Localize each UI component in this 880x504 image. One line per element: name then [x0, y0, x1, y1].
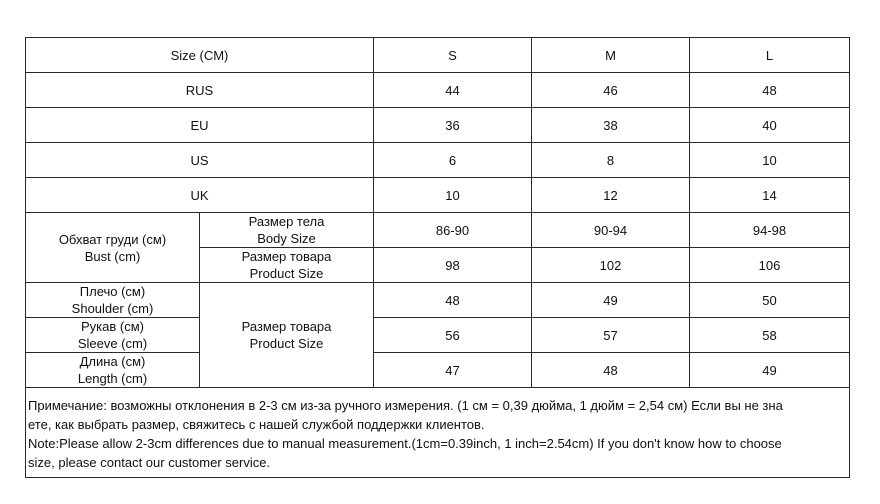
- sub-label-product-size-group: [200, 283, 374, 388]
- table-cell: 50: [690, 283, 850, 318]
- sub-label-product-size: [200, 248, 374, 283]
- row-label-rus: RUS: [26, 73, 374, 108]
- table-cell: 94-98: [690, 213, 850, 248]
- table-cell: 98: [374, 248, 532, 283]
- row-label-us: US: [26, 143, 374, 178]
- row-label-uk: UK: [26, 178, 374, 213]
- table-cell: 48: [690, 73, 850, 108]
- bust-label-ru: Обхват груди (см): [58, 231, 167, 247]
- table-cell: 38: [532, 108, 690, 143]
- table-cell: 48: [532, 353, 690, 388]
- row-label-length: [26, 353, 200, 388]
- shoulder-label-ru: Плечо (см): [79, 284, 146, 299]
- table-cell: 47: [374, 353, 532, 388]
- table-row-sleeve: [26, 318, 850, 353]
- table-cell: 44: [374, 73, 532, 108]
- length-label-ru: Длина (см): [79, 354, 146, 369]
- size-chart-table: [25, 37, 850, 478]
- table-cell: 58: [690, 318, 850, 353]
- table-cell: 12: [532, 178, 690, 213]
- table-header-row: [26, 38, 850, 73]
- sleeve-label-ru: Рукав (см): [81, 319, 144, 334]
- table-cell: 10: [690, 143, 850, 178]
- body-size-label-ru: Размер тела: [248, 214, 325, 229]
- table-cell: 49: [532, 283, 690, 318]
- table-row-shoulder: [26, 283, 850, 318]
- table-cell: 56: [374, 318, 532, 353]
- row-label-shoulder: [26, 283, 200, 318]
- table-cell: 40: [690, 108, 850, 143]
- table-cell: 14: [690, 178, 850, 213]
- note-row: [26, 388, 850, 478]
- length-label-en: Length (cm): [77, 371, 148, 386]
- table-cell: 102: [532, 248, 690, 283]
- product-size-label-en: Product Size: [249, 266, 324, 281]
- measurement-note: [26, 388, 850, 478]
- table-cell: 36: [374, 108, 532, 143]
- table-row-eu: [26, 108, 850, 143]
- size-header-l: L: [690, 38, 850, 73]
- table-row-length: [26, 353, 850, 388]
- table-cell: 49: [690, 353, 850, 388]
- product-group-label-ru: Размер товара: [241, 319, 332, 334]
- table-row-rus: [26, 73, 850, 108]
- table-cell: 8: [532, 143, 690, 178]
- table-cell: 57: [532, 318, 690, 353]
- table-cell: 90-94: [532, 213, 690, 248]
- body-size-label-en: Body Size: [257, 231, 316, 246]
- note-line: size, please contact our customer service.: [28, 455, 271, 470]
- table-cell: 86-90: [374, 213, 532, 248]
- sleeve-label-en: Sleeve (cm): [77, 336, 148, 351]
- size-header-m: M: [532, 38, 690, 73]
- sub-label-body-size: [200, 213, 374, 248]
- table-cell: 10: [374, 178, 532, 213]
- product-size-label-ru: Размер товара: [241, 249, 332, 264]
- note-line: ете, как выбрать размер, свяжитесь с нашей службой поддержки клиентов.: [28, 417, 485, 432]
- row-label-bust: [26, 213, 200, 283]
- note-line: Note:Please allow 2-3cm differences due to manual measurement.(1cm=0.39inch, 1 inch=2.54cm) If you don't know how to choose: [28, 436, 782, 451]
- row-label-sleeve: [26, 318, 200, 353]
- note-line: Примечание: возможны отклонения в 2-3 см из-за ручного измерения. (1 см = 0,39 дюйма, 1 дюйм = 2,54 см) Если вы не зна: [28, 398, 783, 413]
- table-row-uk: [26, 178, 850, 213]
- product-group-label-en: Product Size: [249, 336, 324, 351]
- table-cell: 46: [532, 73, 690, 108]
- bust-label-en: Bust (cm): [84, 248, 141, 264]
- size-header-s: S: [374, 38, 532, 73]
- shoulder-label-en: Shoulder (cm): [71, 301, 154, 316]
- row-label-eu: EU: [26, 108, 374, 143]
- table-cell: 48: [374, 283, 532, 318]
- table-row-bust-body: [26, 213, 850, 248]
- table-cell: 106: [690, 248, 850, 283]
- table-row-us: [26, 143, 850, 178]
- size-header-label: Size (CM): [26, 38, 374, 73]
- table-cell: 6: [374, 143, 532, 178]
